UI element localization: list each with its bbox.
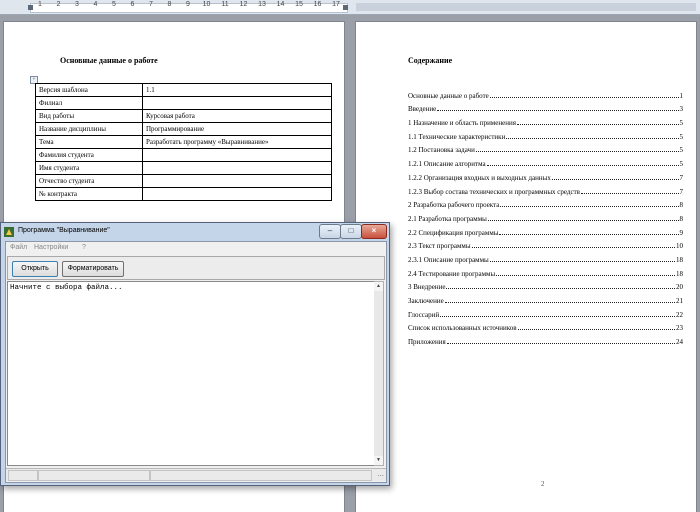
table-key-cell[interactable]: Имя студента: [36, 162, 143, 175]
table-row: [36, 110, 332, 123]
table-key-cell[interactable]: Версия шаблона: [36, 84, 143, 97]
table-key-cell[interactable]: Отчество студента: [36, 175, 143, 188]
table-row: [36, 84, 332, 97]
table-value-cell[interactable]: [143, 188, 332, 201]
toc-entry-title: Заключение: [408, 297, 444, 305]
toc-entry-title: 1.2 Постановка задачи: [408, 146, 475, 155]
toc-leader-dots: [437, 109, 678, 111]
toc-entry-page: 8: [679, 214, 683, 223]
toc-entry-title: Глоссарий: [408, 310, 440, 319]
toc-entry-page: 1: [679, 91, 683, 100]
toc-entry-title: 2.3 Текст программы: [408, 242, 471, 251]
toc-entry-page: 5: [679, 160, 683, 169]
menu-settings[interactable]: Настройки: [34, 244, 69, 251]
toc-entry[interactable]: [408, 319, 683, 333]
toc-entry[interactable]: [408, 264, 683, 278]
toc-entry-page: 5: [679, 146, 683, 155]
table-key-cell[interactable]: Филиал: [36, 97, 143, 110]
toc-entry[interactable]: [408, 291, 683, 305]
table-key-cell[interactable]: Вид работы: [36, 110, 143, 123]
status-cell-2: [38, 470, 150, 481]
table-row: [36, 97, 332, 110]
page-number: 2: [541, 480, 545, 488]
toc-leader-dots: [440, 315, 675, 317]
toc-entry[interactable]: [408, 113, 683, 127]
toc-entry[interactable]: [408, 127, 683, 141]
table-key-cell[interactable]: Фамилия студента: [36, 149, 143, 162]
toc-entry-title: 2.1 Разработка программы: [408, 214, 487, 223]
program-window[interactable]: [0, 222, 390, 486]
toc-leader-dots: [500, 205, 678, 207]
toolbar: [7, 256, 385, 280]
table-value-cell[interactable]: [143, 97, 332, 110]
ruler-number: 16: [313, 1, 322, 8]
toc-leader-dots: [488, 219, 679, 221]
ruler-number: 3: [75, 1, 79, 8]
ruler-number: 14: [276, 1, 285, 8]
toc-entry-page: 18: [676, 255, 683, 264]
menu-help[interactable]: ?: [82, 244, 86, 251]
table-row: [36, 123, 332, 136]
document-page-2[interactable]: [356, 22, 696, 512]
table-value-cell[interactable]: [143, 162, 332, 175]
scroll-down-icon[interactable]: ▼: [374, 456, 383, 465]
table-row: [36, 136, 332, 149]
toc-leader-dots: [506, 137, 678, 139]
window-title: Программа "Выравнивание": [18, 227, 110, 234]
toc-leader-dots: [445, 301, 675, 303]
table-key-cell[interactable]: № контракта: [36, 188, 143, 201]
editor-text: Начните с выбора файла...: [10, 284, 123, 292]
resize-grip-icon[interactable]: ⋯: [377, 473, 384, 480]
ruler-number: 10: [202, 1, 211, 8]
horizontal-ruler[interactable]: [0, 0, 700, 15]
menu-file[interactable]: Файл: [10, 244, 28, 251]
toc-entry-title: 1.1 Технические характеристики: [408, 132, 506, 141]
page1-heading: Основные данные о работе: [60, 56, 158, 65]
ruler-numbers: [30, 1, 346, 13]
toc-entry[interactable]: [408, 141, 683, 155]
toc-leader-dots: [496, 274, 675, 276]
toc-entry-title: 1 Назначение и область применения: [408, 119, 516, 128]
toc-entry[interactable]: [408, 154, 683, 168]
toc-entry-title: 2.2 Спецификация программы: [408, 228, 499, 237]
table-value-cell[interactable]: 1.1: [143, 84, 332, 97]
ruler-number: 7: [149, 1, 153, 8]
toc-entry[interactable]: [408, 332, 683, 346]
scroll-up-icon[interactable]: ▲: [374, 282, 383, 291]
ruler-number: 11: [221, 1, 229, 8]
toc-entry-page: 22: [676, 310, 683, 319]
ruler-right-area: [356, 3, 696, 11]
ruler-number: 4: [93, 1, 98, 8]
table-key-cell[interactable]: Тема: [36, 136, 143, 149]
toc-leader-dots: [446, 287, 675, 289]
toc-entry-title: 3 Внедрение: [408, 283, 446, 292]
toc-entry[interactable]: [408, 86, 683, 100]
toc-entry[interactable]: [408, 278, 683, 292]
toc-entry-page: 18: [676, 269, 683, 278]
toc-entry-title: 2.3.1 Описание программы: [408, 255, 489, 264]
table-row: [36, 188, 332, 201]
toc-entry-page: 9: [679, 228, 683, 237]
toc-entry[interactable]: [408, 250, 683, 264]
toc-entry-page: 7: [679, 187, 683, 196]
toc-entry-page: 23: [676, 324, 683, 333]
ruler-number: 8: [167, 1, 172, 8]
menu-bar: [6, 242, 386, 254]
table-move-handle-icon[interactable]: +: [30, 76, 38, 84]
format-button[interactable]: Форматировать: [62, 261, 124, 277]
toc-entry-title: 2 Разработка рабочего проекта: [408, 201, 500, 210]
toc-entry-page: 20: [676, 283, 683, 292]
toc-entry-title: 1.2.1 Описание алгоритма: [408, 160, 486, 169]
toc-entry-page: 24: [676, 338, 683, 347]
toc-entry[interactable]: [408, 100, 683, 114]
toc-leader-dots: [487, 164, 679, 166]
toc-entry-page: 3: [679, 105, 683, 114]
toc-leader-dots: [476, 150, 679, 152]
table-row: [36, 162, 332, 175]
ruler-number: 1: [38, 1, 42, 8]
table-row: [36, 175, 332, 188]
table-value-cell[interactable]: Программирование: [143, 123, 332, 136]
table-key-cell[interactable]: Название дисциплины: [36, 123, 143, 136]
toc-leader-dots: [472, 246, 675, 248]
ruler-number: 17: [332, 1, 340, 8]
minimize-button[interactable]: [319, 224, 341, 239]
toc-leader-dots: [552, 178, 679, 180]
ruler-number: 6: [130, 1, 135, 8]
toc-entry-page: 8: [679, 201, 683, 210]
toc-entry-title: Введение: [408, 105, 437, 114]
toc-entry-page: 5: [679, 132, 683, 141]
ruler-number: 5: [112, 1, 116, 8]
toc-entry-page: 5: [679, 119, 683, 128]
toc-entry-title: 1.2.2 Организация входных и выходных данных: [408, 173, 551, 182]
toc-leader-dots: [518, 328, 675, 330]
toc-heading: Содержание: [408, 56, 453, 65]
ruler-number: 13: [258, 1, 266, 8]
ruler-number: 15: [295, 1, 303, 8]
toc-entry-page: 10: [676, 242, 683, 251]
table-value-cell[interactable]: [143, 175, 332, 188]
toc-leader-dots: [517, 123, 679, 125]
maximize-icon: □: [348, 226, 354, 235]
toc-leader-dots: [447, 342, 675, 344]
ruler-number: 2: [56, 1, 61, 8]
table-of-contents: [408, 86, 683, 346]
toc-entry[interactable]: [408, 168, 683, 182]
table-value-cell[interactable]: Разработать программу «Выравнивание»: [143, 136, 332, 149]
status-cell-1: [8, 470, 38, 481]
toc-entry[interactable]: [408, 196, 683, 210]
right-indent-marker[interactable]: [343, 5, 348, 10]
toc-entry-page: 7: [679, 173, 683, 182]
toc-leader-dots: [581, 192, 679, 194]
toc-entry-title: Основные данные о работе: [408, 91, 489, 100]
toc-entry-title: 2.4 Тестирование программы: [408, 269, 496, 278]
open-button[interactable]: Открыть: [12, 261, 58, 277]
toc-entry[interactable]: [408, 305, 683, 319]
ruler-number: 9: [186, 1, 190, 8]
table-value-cell[interactable]: [143, 149, 332, 162]
maximize-button[interactable]: [340, 224, 362, 239]
toc-entry[interactable]: [408, 182, 683, 196]
window-titlebar[interactable]: [1, 223, 389, 241]
toc-entry[interactable]: [408, 237, 683, 251]
toc-leader-dots: [490, 260, 675, 262]
ruler-number: 12: [239, 1, 248, 8]
toc-entry[interactable]: [408, 223, 683, 237]
work-data-table[interactable]: [35, 83, 332, 201]
vertical-scrollbar[interactable]: [374, 281, 384, 466]
app-icon: [4, 227, 14, 237]
toc-leader-dots: [490, 96, 679, 98]
text-editor[interactable]: [7, 281, 375, 466]
table-value-cell[interactable]: Курсовая работа: [143, 110, 332, 123]
table-row: [36, 149, 332, 162]
status-cell-3: [150, 470, 372, 481]
toc-leader-dots: [499, 233, 678, 235]
toc-entry[interactable]: [408, 209, 683, 223]
window-client-area: [5, 241, 387, 483]
left-indent-marker[interactable]: [28, 5, 33, 10]
toc-entry-title: 1.2.3 Выбор состава технических и программных средств: [408, 187, 580, 196]
toc-entry-title: Приложения: [408, 338, 446, 347]
minimize-icon: –: [327, 226, 333, 235]
toc-entry-page: 21: [676, 297, 683, 305]
close-icon: ×: [371, 226, 377, 235]
toc-entry-title: Список использованных источников: [408, 324, 517, 333]
close-button[interactable]: [361, 224, 387, 239]
status-bar: [6, 468, 386, 481]
